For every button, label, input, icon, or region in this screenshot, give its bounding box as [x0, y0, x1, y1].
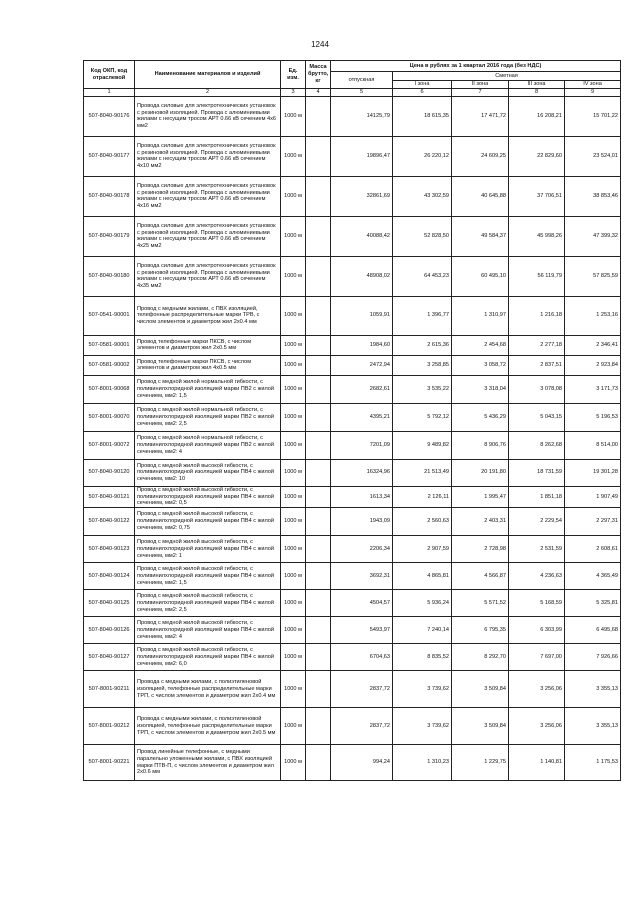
- header-estimate: Сметная: [393, 72, 621, 81]
- row-unit: 1000 м: [281, 590, 306, 617]
- row-code: 507-0541-90001: [84, 296, 135, 335]
- table-row: [84, 176, 621, 216]
- row-zone-2-price: 17 471,72: [452, 96, 509, 136]
- row-zone-1-price: 7 240,14: [393, 617, 452, 644]
- row-zone-1-price: 2 560,63: [393, 508, 452, 536]
- row-code: 507-8001-90072: [84, 431, 135, 459]
- row-release-price: 19896,47: [331, 136, 393, 176]
- row-zone-4-price: 2 297,31: [565, 508, 621, 536]
- row-unit: 1000 м: [281, 96, 306, 136]
- row-zone-3-price: 56 119,79: [509, 256, 565, 296]
- row-name: Провод с медной жилой высокой гибкости, с поливинилхлоридной изоляцией марки ПВ4 с жилой сечением, мм2: 0,5: [135, 486, 281, 507]
- row-zone-4-price: 7 926,66: [565, 644, 621, 671]
- row-mass: [306, 96, 331, 136]
- row-unit: 1000 м: [281, 486, 306, 507]
- column-number: 6: [393, 89, 452, 97]
- row-release-price: 5493,97: [331, 617, 393, 644]
- row-zone-4-price: 8 514,00: [565, 431, 621, 459]
- row-zone-4-price: 2 346,41: [565, 335, 621, 355]
- row-code: 507-8040-90122: [84, 508, 135, 536]
- row-zone-1-price: 2 907,59: [393, 536, 452, 563]
- row-mass: [306, 431, 331, 459]
- row-release-price: 2837,72: [331, 708, 393, 745]
- row-release-price: 2682,61: [331, 375, 393, 403]
- row-release-price: 16324,96: [331, 459, 393, 486]
- row-release-price: 4395,21: [331, 403, 393, 431]
- row-zone-1-price: 3 739,62: [393, 708, 452, 745]
- row-mass: [306, 617, 331, 644]
- column-number: 9: [565, 89, 621, 97]
- row-zone-2-price: 3 509,84: [452, 671, 509, 708]
- row-zone-3-price: 1 851,18: [509, 486, 565, 507]
- table-row: [84, 355, 621, 375]
- row-zone-2-price: 3 058,72: [452, 355, 509, 375]
- row-release-price: 6704,63: [331, 644, 393, 671]
- row-zone-4-price: 5 325,81: [565, 590, 621, 617]
- row-unit: 1000 м: [281, 256, 306, 296]
- row-release-price: 40088,42: [331, 216, 393, 256]
- row-mass: [306, 176, 331, 216]
- table-row: [84, 96, 621, 136]
- row-zone-4-price: 47 399,32: [565, 216, 621, 256]
- row-name: Провода с медными жилами, с полиэтиленовой изоляцией, телефонные распределительные марки ТРП, с числом элементов и диаметром жил 2х0.4 мм: [135, 671, 281, 708]
- table-row: [84, 335, 621, 355]
- row-mass: [306, 671, 331, 708]
- row-unit: 1000 м: [281, 403, 306, 431]
- row-release-price: 7201,09: [331, 431, 393, 459]
- row-zone-3-price: 2 229,54: [509, 508, 565, 536]
- row-zone-2-price: 1 229,75: [452, 745, 509, 781]
- row-unit: 1000 м: [281, 296, 306, 335]
- table-row: [84, 431, 621, 459]
- row-unit: 1000 м: [281, 708, 306, 745]
- row-zone-4-price: 2 923,84: [565, 355, 621, 375]
- row-zone-2-price: 60 495,10: [452, 256, 509, 296]
- row-zone-4-price: 38 853,46: [565, 176, 621, 216]
- row-zone-2-price: 1 995,47: [452, 486, 509, 507]
- table-row: [84, 563, 621, 590]
- row-unit: 1000 м: [281, 176, 306, 216]
- price-table: [83, 60, 621, 781]
- row-release-price: 2837,72: [331, 671, 393, 708]
- row-name: Провода силовые для электротехнических установок с резиновой изоляцией. Провода с алюминиевыми жилами с несущим тросом АРТ 0.66 кВ сечением 4х35 мм2: [135, 256, 281, 296]
- row-mass: [306, 459, 331, 486]
- row-name: Провод с медной жилой нормальной гибкости, с поливинилхлоридной изоляцией марки ПВ2 с жилой сечением, мм2: 4: [135, 431, 281, 459]
- header-code: Код ОКП, код отраслевой: [84, 61, 135, 89]
- row-mass: [306, 136, 331, 176]
- column-number: 7: [452, 89, 509, 97]
- row-zone-1-price: 8 835,52: [393, 644, 452, 671]
- table-row: [84, 375, 621, 403]
- row-mass: [306, 536, 331, 563]
- row-name: Провод с медной жилой высокой гибкости, с поливинилхлоридной изоляцией марки ПВ4 с жилой сечением, мм2: 1: [135, 536, 281, 563]
- row-code: 507-8040-90179: [84, 216, 135, 256]
- header-mass: Масса брутто, кг: [306, 61, 331, 89]
- table-row: [84, 136, 621, 176]
- row-zone-3-price: 5 168,59: [509, 590, 565, 617]
- row-unit: 1000 м: [281, 375, 306, 403]
- row-code: 507-8040-90180: [84, 256, 135, 296]
- table-row: [84, 403, 621, 431]
- row-zone-2-price: 2 454,68: [452, 335, 509, 355]
- row-name: Провод с медной жилой высокой гибкости, с поливинилхлоридной изоляцией марки ПВ4 с жилой сечением, мм2: 2,5: [135, 590, 281, 617]
- row-code: 507-8040-90177: [84, 136, 135, 176]
- row-release-price: 1059,91: [331, 296, 393, 335]
- row-name: Провод с медной жилой нормальной гибкости, с поливинилхлоридной изоляцией марки ПВ2 с жилой сечением, мм2: 1,5: [135, 375, 281, 403]
- row-zone-2-price: 5 436,29: [452, 403, 509, 431]
- row-code: 507-8001-90211: [84, 671, 135, 708]
- row-zone-3-price: 2 531,59: [509, 536, 565, 563]
- row-zone-3-price: 3 256,06: [509, 708, 565, 745]
- table-body: [84, 96, 621, 780]
- row-unit: 1000 м: [281, 745, 306, 781]
- row-code: 507-8001-90221: [84, 745, 135, 781]
- row-zone-4-price: 19 301,28: [565, 459, 621, 486]
- row-zone-1-price: 64 453,23: [393, 256, 452, 296]
- row-unit: 1000 м: [281, 671, 306, 708]
- row-zone-1-price: 9 489,82: [393, 431, 452, 459]
- row-zone-4-price: 57 825,59: [565, 256, 621, 296]
- row-unit: 1000 м: [281, 536, 306, 563]
- row-mass: [306, 508, 331, 536]
- row-zone-4-price: 4 365,49: [565, 563, 621, 590]
- row-zone-3-price: 16 208,21: [509, 96, 565, 136]
- row-zone-3-price: 3 078,08: [509, 375, 565, 403]
- table-row: [84, 296, 621, 335]
- row-zone-4-price: 1 907,49: [565, 486, 621, 507]
- row-code: 507-8001-90212: [84, 708, 135, 745]
- row-mass: [306, 375, 331, 403]
- row-name: Провод с медной жилой высокой гибкости, с поливинилхлоридной изоляцией марки ПВ4 с жилой сечением, мм2: 1,5: [135, 563, 281, 590]
- row-zone-2-price: 5 571,52: [452, 590, 509, 617]
- row-mass: [306, 355, 331, 375]
- table-row: [84, 671, 621, 708]
- row-zone-4-price: 23 524,01: [565, 136, 621, 176]
- row-zone-1-price: 2 126,11: [393, 486, 452, 507]
- row-name: Провода с медными жилами, с полиэтиленовой изоляцией, телефонные распределительные марки ТРП, с числом элементов и диаметром жил 2х0.5 мм: [135, 708, 281, 745]
- row-zone-3-price: 1 140,81: [509, 745, 565, 781]
- row-zone-2-price: 8 292,70: [452, 644, 509, 671]
- row-unit: 1000 м: [281, 644, 306, 671]
- row-zone-1-price: 18 615,35: [393, 96, 452, 136]
- row-zone-1-price: 5 936,24: [393, 590, 452, 617]
- row-zone-2-price: 24 609,25: [452, 136, 509, 176]
- row-mass: [306, 403, 331, 431]
- row-zone-4-price: 3 355,13: [565, 671, 621, 708]
- row-name: Провод телефонные марки ПКСВ, с числом элементов и диаметром жил 2х0.5 мм: [135, 335, 281, 355]
- row-name: Провода силовые для электротехнических установок с резиновой изоляцией. Провода с алюминиевыми жилами с несущим тросом АРТ 0.66 кВ сечением 4х10 мм2: [135, 136, 281, 176]
- row-zone-2-price: 20 191,80: [452, 459, 509, 486]
- row-zone-1-price: 52 828,50: [393, 216, 452, 256]
- row-zone-4-price: 5 196,53: [565, 403, 621, 431]
- row-zone-4-price: 3 171,73: [565, 375, 621, 403]
- row-code: 507-8040-90127: [84, 644, 135, 671]
- table-row: [84, 617, 621, 644]
- header-name: Наименование материалов и изделий: [135, 61, 281, 89]
- row-zone-2-price: 1 310,97: [452, 296, 509, 335]
- column-numbers-row: [84, 89, 621, 97]
- row-zone-1-price: 21 513,49: [393, 459, 452, 486]
- row-code: 507-8040-90125: [84, 590, 135, 617]
- column-number: 5: [331, 89, 393, 97]
- table-row: [84, 536, 621, 563]
- row-zone-4-price: 3 355,13: [565, 708, 621, 745]
- row-mass: [306, 486, 331, 507]
- column-number: 8: [509, 89, 565, 97]
- row-release-price: 2472,94: [331, 355, 393, 375]
- row-code: 507-8040-90120: [84, 459, 135, 486]
- row-zone-2-price: 8 906,76: [452, 431, 509, 459]
- row-zone-2-price: 2 403,31: [452, 508, 509, 536]
- row-zone-2-price: 4 566,87: [452, 563, 509, 590]
- row-unit: 1000 м: [281, 563, 306, 590]
- row-zone-4-price: 1 175,53: [565, 745, 621, 781]
- row-name: Провод с медной жилой высокой гибкости, с поливинилхлоридной изоляцией марки ПВ4 с жилой сечением, мм2: 0,75: [135, 508, 281, 536]
- row-unit: 1000 м: [281, 508, 306, 536]
- row-zone-3-price: 3 256,06: [509, 671, 565, 708]
- row-unit: 1000 м: [281, 459, 306, 486]
- column-number: 1: [84, 89, 135, 97]
- column-number: 3: [281, 89, 306, 97]
- row-mass: [306, 708, 331, 745]
- row-zone-1-price: 3 258,85: [393, 355, 452, 375]
- row-zone-4-price: 1 253,16: [565, 296, 621, 335]
- row-mass: [306, 563, 331, 590]
- header-price-group: Цена в рублях за 1 квартал 2016 года (без НДС): [331, 61, 621, 72]
- row-zone-1-price: 1 310,23: [393, 745, 452, 781]
- row-release-price: 1943,09: [331, 508, 393, 536]
- row-zone-3-price: 18 731,59: [509, 459, 565, 486]
- row-zone-3-price: 8 262,68: [509, 431, 565, 459]
- row-zone-1-price: 43 302,59: [393, 176, 452, 216]
- row-mass: [306, 256, 331, 296]
- row-code: 507-8040-90123: [84, 536, 135, 563]
- table-row: [84, 644, 621, 671]
- table-row: [84, 708, 621, 745]
- row-zone-1-price: 5 792,12: [393, 403, 452, 431]
- table-row: [84, 486, 621, 507]
- row-zone-3-price: 45 998,26: [509, 216, 565, 256]
- row-zone-1-price: 2 615,36: [393, 335, 452, 355]
- table-row: [84, 216, 621, 256]
- row-unit: 1000 м: [281, 431, 306, 459]
- row-zone-3-price: 2 277,18: [509, 335, 565, 355]
- table-row: [84, 508, 621, 536]
- row-zone-2-price: 2 728,98: [452, 536, 509, 563]
- row-name: Провод с медной жилой высокой гибкости, с поливинилхлоридной изоляцией марки ПВ4 с жилой сечением, мм2: 10: [135, 459, 281, 486]
- header-release: отпускная: [331, 72, 393, 89]
- row-code: 507-8040-90126: [84, 617, 135, 644]
- header-unit: Ед. изм.: [281, 61, 306, 89]
- row-zone-1-price: 26 220,12: [393, 136, 452, 176]
- row-release-price: 1984,60: [331, 335, 393, 355]
- row-zone-4-price: 6 495,68: [565, 617, 621, 644]
- row-unit: 1000 м: [281, 216, 306, 256]
- row-zone-3-price: 1 216,18: [509, 296, 565, 335]
- row-zone-1-price: 4 865,81: [393, 563, 452, 590]
- row-unit: 1000 м: [281, 355, 306, 375]
- header-zone-3: III зона: [509, 81, 565, 89]
- column-number: 2: [135, 89, 281, 97]
- row-release-price: 32861,69: [331, 176, 393, 216]
- row-name: Провода силовые для электротехнических установок с резиновой изоляцией. Провода с алюминиевыми жилами с несущим тросом АРТ 0.66 кВ сечением 4х25 мм2: [135, 216, 281, 256]
- row-name: Провод телефонные марки ПКСВ, с числом элементов и диаметром жил 4х0.5 мм: [135, 355, 281, 375]
- row-release-price: 14125,79: [331, 96, 393, 136]
- row-release-price: 4504,57: [331, 590, 393, 617]
- row-name: Провод с медной жилой нормальной гибкости, с поливинилхлоридной изоляцией марки ПВ2 с жилой сечением, мм2: 2,5: [135, 403, 281, 431]
- table-row: [84, 256, 621, 296]
- row-code: 507-8001-90070: [84, 403, 135, 431]
- row-release-price: 3692,31: [331, 563, 393, 590]
- column-number: 4: [306, 89, 331, 97]
- row-unit: 1000 м: [281, 617, 306, 644]
- row-code: 507-8040-90121: [84, 486, 135, 507]
- row-zone-3-price: 4 236,63: [509, 563, 565, 590]
- row-zone-2-price: 49 584,37: [452, 216, 509, 256]
- row-unit: 1000 м: [281, 335, 306, 355]
- row-code: 507-8001-90068: [84, 375, 135, 403]
- row-name: Провод с медной жилой высокой гибкости, с поливинилхлоридной изоляцией марки ПВ4 с жилой сечением, мм2: 4: [135, 617, 281, 644]
- table-row: [84, 459, 621, 486]
- row-mass: [306, 590, 331, 617]
- row-name: Провод с медной жилой высокой гибкости, с поливинилхлоридной изоляцией марки ПВ4 с жилой сечением, мм2: 6,0: [135, 644, 281, 671]
- row-zone-4-price: 2 608,61: [565, 536, 621, 563]
- row-release-price: 1613,34: [331, 486, 393, 507]
- row-unit: 1000 м: [281, 136, 306, 176]
- row-zone-2-price: 6 795,35: [452, 617, 509, 644]
- row-code: 507-8040-90178: [84, 176, 135, 216]
- row-zone-3-price: 2 837,51: [509, 355, 565, 375]
- row-zone-1-price: 3 535,22: [393, 375, 452, 403]
- row-code: 507-0581-90002: [84, 355, 135, 375]
- row-zone-2-price: 3 318,04: [452, 375, 509, 403]
- row-zone-2-price: 40 645,88: [452, 176, 509, 216]
- header-zone-2: II зона: [452, 81, 509, 89]
- table-row: [84, 590, 621, 617]
- table-row: [84, 745, 621, 781]
- row-mass: [306, 745, 331, 781]
- row-mass: [306, 335, 331, 355]
- row-name: Провод с медными жилами, с ПВХ изоляцией, телефонные распределительные марки ТРВ, с числом элементов и диаметром жил 2х0.4 мм: [135, 296, 281, 335]
- row-code: 507-8040-90176: [84, 96, 135, 136]
- row-zone-3-price: 7 697,00: [509, 644, 565, 671]
- row-mass: [306, 644, 331, 671]
- row-zone-3-price: 5 043,15: [509, 403, 565, 431]
- row-zone-3-price: 37 706,51: [509, 176, 565, 216]
- row-mass: [306, 216, 331, 256]
- header-zone-1: I зона: [393, 81, 452, 89]
- header-zone-4: IV зона: [565, 81, 621, 89]
- row-release-price: 994,24: [331, 745, 393, 781]
- row-zone-2-price: 3 509,84: [452, 708, 509, 745]
- row-release-price: 48908,02: [331, 256, 393, 296]
- page-number: 1244: [311, 40, 329, 49]
- row-code: 507-8040-90124: [84, 563, 135, 590]
- row-zone-1-price: 1 396,77: [393, 296, 452, 335]
- row-zone-3-price: 22 829,60: [509, 136, 565, 176]
- row-code: 507-0581-90001: [84, 335, 135, 355]
- row-zone-4-price: 15 701,22: [565, 96, 621, 136]
- row-name: Провода силовые для электротехнических установок с резиновой изоляцией. Провода с алюминиевыми жилами с несущим тросом АРТ 0.66 кВ сечением 4х16 мм2: [135, 176, 281, 216]
- row-mass: [306, 296, 331, 335]
- row-name: Провода силовые для электротехнических установок с резиновой изоляцией. Провода с алюминиевыми жилами с несущим тросом АРТ 0.66 кВ сечением 4х6 мм2: [135, 96, 281, 136]
- row-zone-3-price: 6 303,99: [509, 617, 565, 644]
- row-zone-1-price: 3 739,62: [393, 671, 452, 708]
- row-release-price: 2206,34: [331, 536, 393, 563]
- row-name: Провод линейные телефонные, с медными паралельно уложенными жилами, с ПВХ изоляцией марки ПТВ-П, с числом элементов и диаметром жил 2х0.6 мм: [135, 745, 281, 781]
